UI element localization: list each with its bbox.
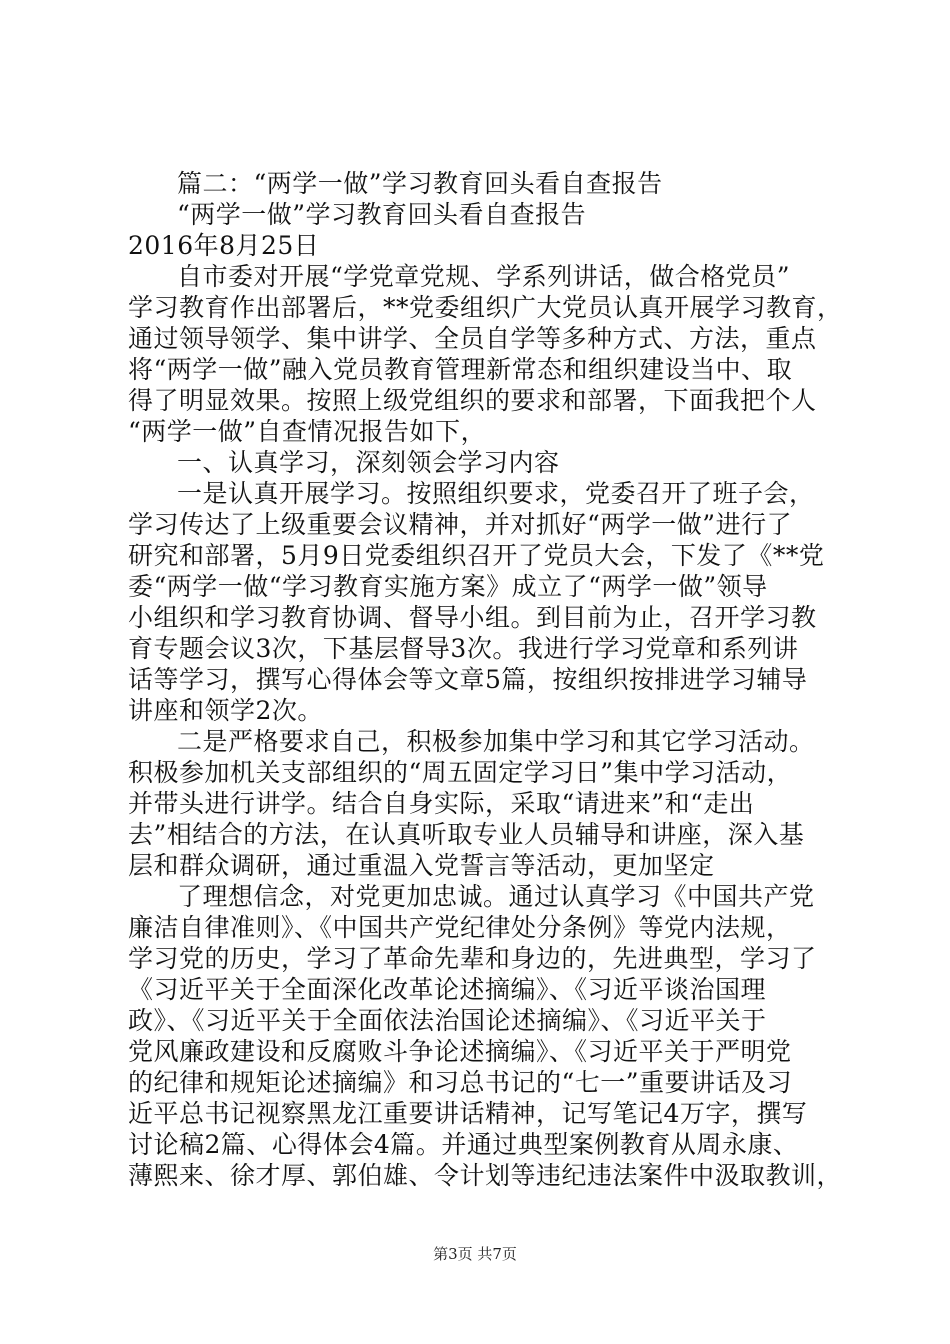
text-line: 的纪律和规矩论述摘编》和习总书记的“七一”重要讲话及习: [128, 1068, 793, 1097]
text-line: 《习近平关于全面深化改革论述摘编》、《习近平谈治国理: [128, 975, 767, 1004]
text-line: “两学一做”自查情况报告如下，: [128, 417, 487, 446]
text-line: 党风廉政建设和反腐败斗争论述摘编》、《习近平关于严明党: [128, 1037, 792, 1066]
text-line: 研究和部署，5月9日党委组织召开了党员大会，下发了《**党: [128, 541, 825, 570]
text-line: 廉洁自律准则》、《中国共产党纪律处分条例》等党内法规，: [128, 913, 792, 942]
text-line: 将“两学一做”融入党员教育管理新常态和组织建设当中、取: [128, 355, 793, 384]
text-line: 学习传达了上级重要会议精神，并对抓好“两学一做”进行了: [128, 510, 793, 539]
section-heading: 一、认真学习，深刻领会学习内容: [177, 448, 560, 477]
text-line: 话等学习，撰写心得体会等文章5篇，按组织按排进学习辅导: [128, 665, 808, 694]
text-line: 小组织和学习教育协调、督导小组。到目前为止，召开学习教: [128, 603, 817, 632]
report-date: 2016年8月25日: [128, 231, 320, 260]
text-line: 得了明显效果。按照上级党组织的要求和部署，下面我把个人: [128, 386, 817, 415]
text-line: 通过领导领学、集中讲学、全员自学等多种方式、方法，重点: [128, 324, 817, 353]
text-line: 育专题会议3次，下基层督导3次。我进行学习党章和系列讲: [128, 634, 799, 663]
text-line: 积极参加机关支部组织的“周五固定学习日”集中学习活动，: [128, 758, 793, 787]
text-line: 了理想信念，对党更加忠诚。通过认真学习《中国共产党: [177, 882, 815, 911]
text-line: 层和群众调研，通过重温入党誓言等活动，更加坚定: [128, 851, 715, 880]
text-line: 自市委对开展“学党章党规、学系列讲话，做合格党员”: [177, 262, 791, 291]
text-line: 薄熙来、徐才厚、郭伯雄、令计划等违纪违法案件中汲取教训，: [128, 1161, 843, 1190]
section-title: 篇二：“两学一做”学习教育回头看自查报告: [177, 169, 663, 198]
page-footer: 第3页 共7页: [433, 1245, 517, 1263]
text-line: 讲座和领学2次。: [128, 696, 323, 725]
text-line: 去”相结合的方法，在认真听取专业人员辅导和讲座，深入基: [128, 820, 805, 849]
text-line: 二是严格要求自己，积极参加集中学习和其它学习活动。: [177, 727, 815, 756]
text-line: 政》、《习近平关于全面依法治国论述摘编》、《习近平关于: [128, 1006, 767, 1035]
text-line: 近平总书记视察黑龙江重要讲话精神，记写笔记4万字，撰写: [128, 1099, 808, 1128]
report-title: “两学一做”学习教育回头看自查报告: [177, 200, 587, 229]
text-line: 学习党的历史，学习了革命先辈和身边的，先进典型，学习了: [128, 944, 817, 973]
text-line: 委“两学一做“学习教育实施方案》成立了“两学一做”领导: [128, 572, 768, 601]
text-line: 并带头进行讲学。结合自身实际，采取“请进来”和“走出: [128, 789, 755, 818]
text-line: 学习教育作出部署后，**党委组织广大党员认真开展学习教育，: [128, 293, 843, 322]
text-line: 讨论稿2篇、心得体会4篇。并通过典型案例教育从周永康、: [128, 1130, 799, 1159]
text-line: 一是认真开展学习。按照组织要求，党委召开了班子会，: [177, 479, 815, 508]
